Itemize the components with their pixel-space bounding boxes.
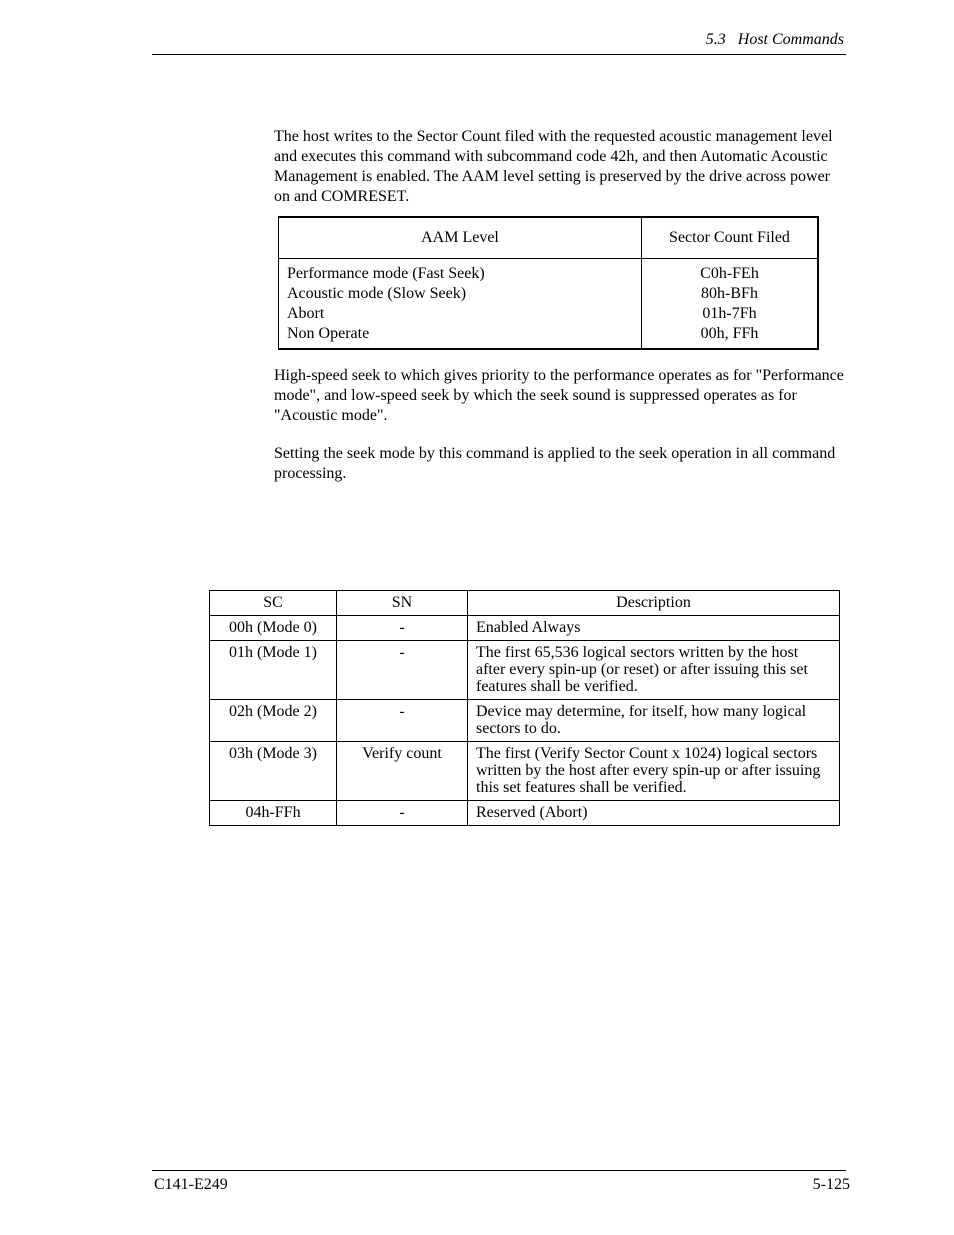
table-row (210, 700, 840, 742)
table-row (210, 742, 840, 801)
sector-count-values-cell (642, 259, 819, 350)
sn-header: SN (337, 591, 468, 616)
sector-count-value: C0h-FEh (700, 265, 759, 282)
sc-header: SC (210, 591, 337, 616)
paragraph-aam-intro: The host writes to the Sector Count filed with the requested acoustic management level and executes this command with subcommand code 42h, and then Automatic Acoustic Management is enabled. The AAM level setting is preserved by the drive across power on and COMRESET. (274, 128, 833, 205)
table-row (210, 801, 840, 826)
aam-table-body-row (279, 259, 819, 350)
sector-count-value: 00h, FFh (700, 325, 759, 342)
aam-table-header-row (279, 217, 819, 259)
sc-cell: 04h-FFh (210, 801, 337, 826)
description-cell: Reserved (Abort) (468, 801, 840, 826)
aam-levels-cell (279, 259, 642, 350)
paragraph-seek-application: Setting the seek mode by this command is applied to the seek operation in all command processing. (274, 445, 836, 482)
description-cell: Enabled Always (468, 616, 840, 641)
paragraph-seek-modes: High-speed seek to which gives priority to the performance operates as for "Performance mode", and low-speed seek by which the seek sound is suppressed operates as for "Acoustic mode". (274, 367, 844, 424)
description-cell: Device may determine, for itself, how many logical sectors to do. (468, 700, 840, 742)
sector-count-value: 01h-7Fh (702, 305, 757, 322)
sc-cell: 03h (Mode 3) (210, 742, 337, 801)
description-cell: The first 65,536 logical sectors written by the host after every spin-up (or reset) or after issuing this set features shall be verified. (468, 641, 840, 700)
header-rule (152, 54, 846, 55)
document-id: C141-E249 (154, 1176, 228, 1193)
table-row (210, 641, 840, 700)
aam-level-item: Non Operate (287, 325, 370, 342)
running-header: 5.3 Host Commands (705, 31, 844, 48)
aam-level-header: AAM Level (279, 217, 642, 259)
verify-mode-table (209, 590, 840, 826)
aam-level-item: Abort (287, 305, 325, 322)
table-row (210, 616, 840, 641)
sn-cell: - (337, 700, 468, 742)
description-cell: The first (Verify Sector Count x 1024) logical sectors written by the host after every spin-up or after issuing this set features shall be verified. (468, 742, 840, 801)
sn-cell: - (337, 616, 468, 641)
sc-cell: 00h (Mode 0) (210, 616, 337, 641)
sn-cell: Verify count (337, 742, 468, 801)
footer-rule (152, 1170, 846, 1171)
sc-cell: 02h (Mode 2) (210, 700, 337, 742)
sector-count-header: Sector Count Filed (642, 217, 819, 259)
page-number: 5-125 (812, 1176, 850, 1193)
sc-cell: 01h (Mode 1) (210, 641, 337, 700)
aam-level-table (278, 216, 819, 350)
description-header: Description (468, 591, 840, 616)
aam-level-item: Performance mode (Fast Seek) (287, 265, 485, 282)
sn-cell: - (337, 801, 468, 826)
aam-level-item: Acoustic mode (Slow Seek) (287, 285, 467, 302)
sn-cell: - (337, 641, 468, 700)
mode-table-header-row (210, 591, 840, 616)
sector-count-value: 80h-BFh (701, 285, 758, 302)
